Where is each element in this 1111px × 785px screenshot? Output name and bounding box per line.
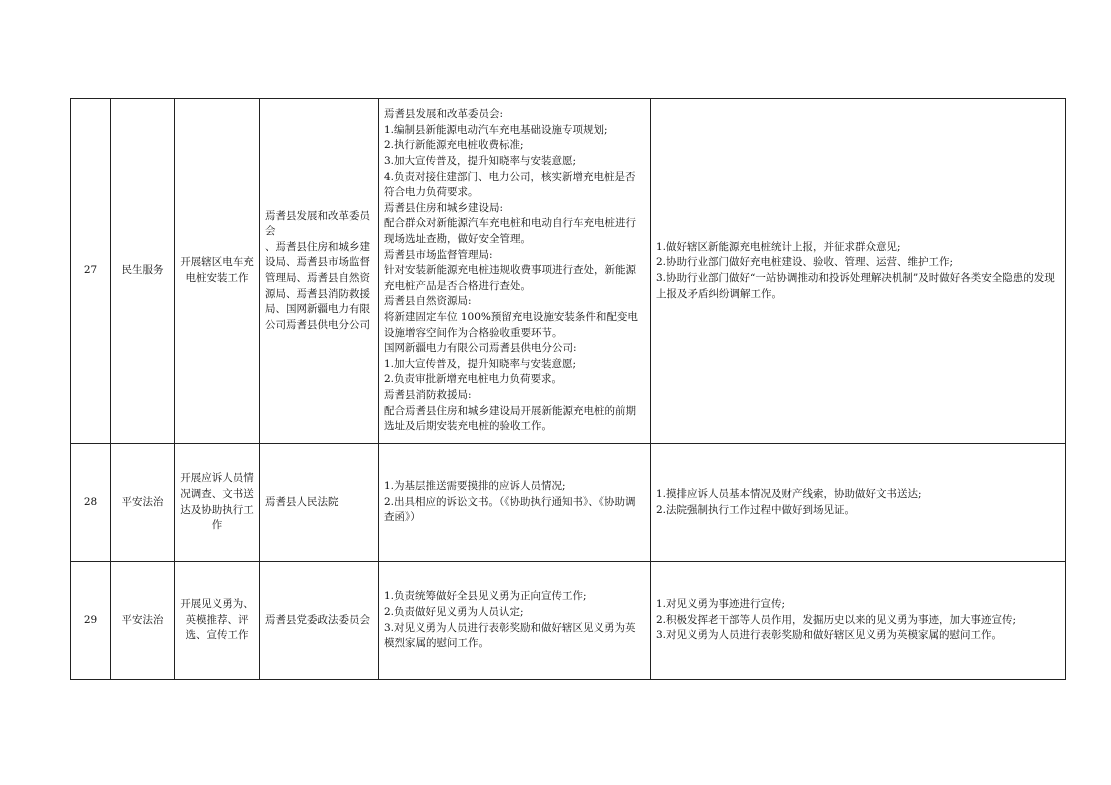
duty-line: 焉耆县住房和城乡建设局: <box>384 201 504 214</box>
row-category: 民生服务 <box>111 99 175 444</box>
coop-line: 2.积极发挥老干部等人员作用，发掘历史以来的见义勇为事迹，加大事迹宣传; <box>656 613 1017 626</box>
row-category: 平安法治 <box>111 444 175 562</box>
responsibility-table <box>70 98 1066 680</box>
duty-line: 配合焉耆县住房和城乡建设局开展新能源充电桩的前期选址及后期安装充电桩的验收工作。 <box>384 404 636 433</box>
row-duties <box>379 444 651 562</box>
duty-line: 2.执行新能源充电桩收费标准; <box>384 139 524 152</box>
duty-line: 焉耆县市场监督管理局: <box>384 248 493 261</box>
row-cooperation <box>651 99 1066 444</box>
row-departments: 焉耆县党委政法委员会 <box>260 562 379 680</box>
duty-line: 配合群众对新能源汽车充电桩和电动自行车充电桩进行现场选址查勘，做好安全管理。 <box>384 217 636 246</box>
duty-line: 2.出具相应的诉讼文书。（《协助执行通知书》、《协助调查函》） <box>384 495 636 524</box>
duty-line: 国网新疆电力有限公司焉耆县供电分公司: <box>384 342 577 355</box>
row-departments: 焉耆县人民法院 <box>260 444 379 562</box>
coop-line: 1.对见义勇为事迹进行宣传; <box>656 598 786 611</box>
row-task: 开展辖区电车充电桩安装工作 <box>175 99 260 444</box>
coop-line: 1.做好辖区新能源充电桩统计上报，并征求群众意见; <box>656 240 901 253</box>
row-task: 开展应诉人员情况调查、文书送达及协助执行工作 <box>175 444 260 562</box>
row-number: 27 <box>71 99 111 444</box>
table-row <box>71 444 1066 562</box>
duty-line: 将新建固定车位 100%预留充电设施安装条件和配变电设施增容空间作为合格验收重要环节。 <box>384 310 638 339</box>
duty-line: 焉耆县消防救援局: <box>384 388 472 401</box>
coop-line: 2.协助行业部门做好充电桩建设、验收、管理、运营、维护工作; <box>656 256 954 269</box>
duty-line: 1.负责统筹做好全县见义勇为正向宣传工作; <box>384 590 587 603</box>
duty-line: 2.负责审批新增充电桩电力负荷要求。 <box>384 373 563 386</box>
duty-line: 焉耆县发展和改革委员会: <box>384 108 504 121</box>
duty-line: 1.编制县新能源电动汽车充电基础设施专项规划; <box>384 123 608 136</box>
duty-line: 1.为基层推送需要摸排的应诉人员情况; <box>384 480 566 493</box>
row-task: 开展见义勇为、英模推荐、评选、宣传工作 <box>175 562 260 680</box>
row-cooperation <box>651 562 1066 680</box>
row-duties <box>379 99 651 444</box>
duty-line: 1.加大宣传普及，提升知晓率与安装意愿; <box>384 357 577 370</box>
coop-line: 3.协助行业部门做好“一站协调推动和投诉处理解决机制”及时做好各类安全隐患的发现上报及矛盾纠纷调解工作。 <box>656 272 1055 300</box>
duty-line: 3.加大宣传普及，提升知晓率与安装意愿; <box>384 155 577 168</box>
duty-line: 4.负责对接住建部门、电力公司，核实新增充电桩是否符合电力负荷要求。 <box>384 170 636 199</box>
table-row <box>71 562 1066 680</box>
duty-line: 3.对见义勇为人员进行表彰奖励和做好辖区见义勇为英模烈家属的慰问工作。 <box>384 621 636 650</box>
duty-line: 针对安装新能源充电桩违规收费事项进行查处，新能源充电桩产品是否合格进行查处。 <box>384 264 636 292</box>
row-departments: 焉耆县发展和改革委员会 、焉耆县住房和城乡建设局、焉耆县市场监督管理局、焉耆县自然资源局、焉耆县消防救援局、国网新疆电力有限公司焉耆县供电分公司 <box>260 99 379 444</box>
table-row <box>71 99 1066 444</box>
row-cooperation <box>651 444 1066 562</box>
row-duties <box>379 562 651 680</box>
row-number: 28 <box>71 444 111 562</box>
duty-line: 2.负责做好见义勇为人员认定; <box>384 605 524 618</box>
duty-line: 焉耆县自然资源局: <box>384 295 472 308</box>
row-category: 平安法治 <box>111 562 175 680</box>
coop-line: 2.法院强制执行工作过程中做好到场见证。 <box>656 503 856 516</box>
coop-line: 3.对见义勇为人员进行表彰奖励和做好辖区见义勇为英模家属的慰问工作。 <box>656 629 1003 642</box>
row-number: 29 <box>71 562 111 680</box>
coop-line: 1.摸排应诉人员基本情况及财产线索，协助做好文书送达; <box>656 487 922 500</box>
